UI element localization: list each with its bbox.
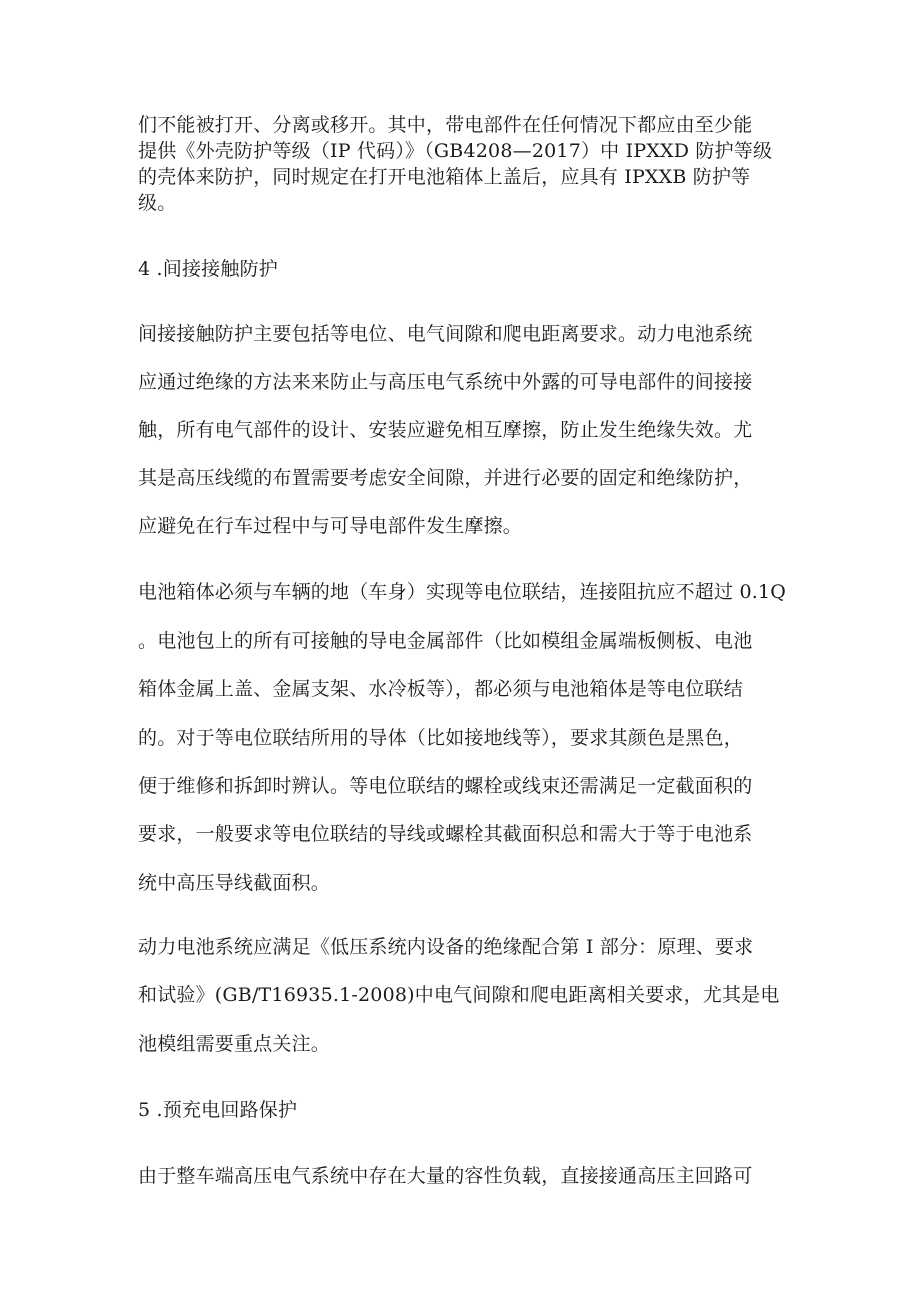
text-line: 间接接触防护主要包括等电位、电气间隙和爬电距离要求。动力电池系统 bbox=[138, 323, 753, 345]
text-line: 。电池包上的所有可接触的导电金属部件（比如模组金属端板侧板、电池 bbox=[138, 630, 753, 652]
text-line: 动力电池系统应满足《低压系统内设备的绝缘配合第 I 部分：原理、要求 bbox=[138, 936, 754, 958]
text-line: 们不能被打开、分离或移开。其中，带电部件在任何情况下都应由至少能 bbox=[138, 114, 753, 136]
text-line: 便于维修和拆卸时辨认。等电位联结的螺栓或线束还需满足一定截面积的 bbox=[138, 775, 753, 797]
text-line: 池模组需要重点关注。 bbox=[138, 1033, 331, 1055]
section-heading-indirect-contact: 4 .间接接触防护 bbox=[138, 258, 278, 280]
section-heading-precharge-protection: 5 .预充电回路保护 bbox=[138, 1099, 298, 1121]
text-line: 要求，一般要求等电位联结的导线或螺栓其截面积总和需大于等于电池系 bbox=[138, 823, 753, 845]
text-line: 统中高压导线截面积。 bbox=[138, 872, 331, 894]
text-line: 电池箱体必须与车辆的地（车身）实现等电位联结，连接阻抗应不超过 0.1Q bbox=[138, 581, 787, 603]
text-line: 箱体金属上盖、金属支架、水冷板等），都必须与电池箱体是等电位联结 bbox=[138, 678, 743, 700]
text-line: 的壳体来防护，同时规定在打开电池箱体上盖后，应具有 IPXXB 防护等 bbox=[138, 166, 751, 188]
text-line: 应避免在行车过程中与可导电部件发生摩擦。 bbox=[138, 515, 523, 537]
text-line: 级。 bbox=[138, 192, 177, 214]
text-line: 提供《外壳防护等级（IP 代码）》（GB4208—2017）中 IPXXD 防护等级 bbox=[138, 140, 773, 162]
text-line: 应通过绝缘的方法来来防止与高压电气系统中外露的可导电部件的间接接 bbox=[138, 371, 753, 393]
text-line: 触，所有电气部件的设计、安装应避免相互摩擦，防止发生绝缘失效。尤 bbox=[138, 419, 753, 441]
text-line: 由于整车端高压电气系统中存在大量的容性负载，直接接通高压主回路可 bbox=[138, 1165, 753, 1187]
text-line: 其是高压线缆的布置需要考虑安全间隙，并进行必要的固定和绝缘防护， bbox=[138, 467, 753, 489]
text-line: 和试验》(GB/T16935.1-2008)中电气间隙和爬电距离相关要求，尤其是电 bbox=[138, 984, 780, 1006]
text-line: 的。对于等电位联结所用的导体（比如接地线等），要求其颜色是黑色， bbox=[138, 727, 743, 749]
